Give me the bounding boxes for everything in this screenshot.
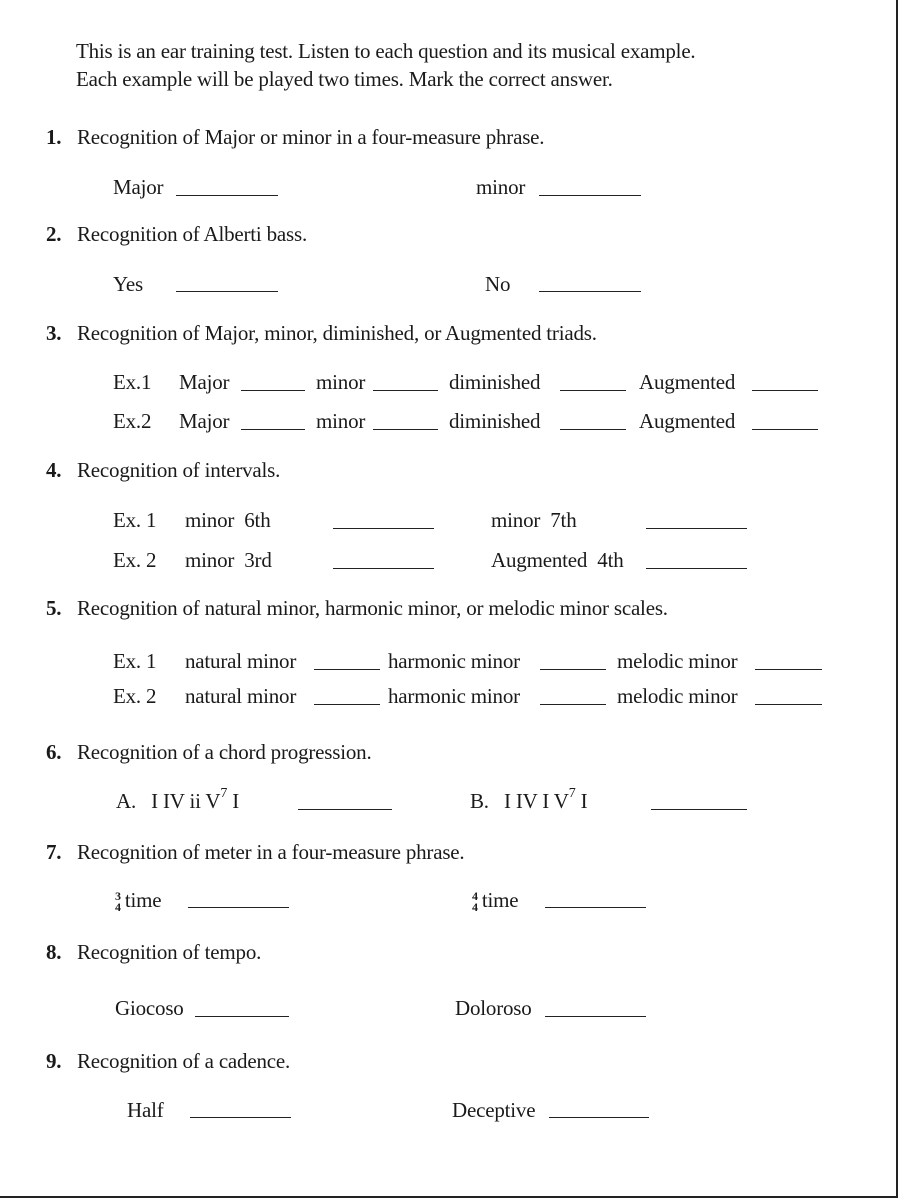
q1-option-minor: minor xyxy=(476,175,526,199)
three-four-time-signature: 3 4 xyxy=(115,889,121,915)
q3-ex2-augmented-blank[interactable] xyxy=(752,429,818,430)
q4-ex1-label: Ex. 1 xyxy=(113,508,157,532)
q6-option-b-letter: B. xyxy=(470,789,489,813)
q3-ex1-label: Ex.1 xyxy=(113,370,152,394)
q5-ex1-label: Ex. 1 xyxy=(113,649,157,673)
q3-ex1-diminished: diminished xyxy=(449,370,541,394)
q4-ex2-option-b: Augmented 4th xyxy=(491,548,624,572)
q6-text: Recognition of a chord progression. xyxy=(77,740,372,764)
q4-ex2-label: Ex. 2 xyxy=(113,548,157,572)
q4-ex2-option-a-blank[interactable] xyxy=(333,568,434,569)
q3-ex1-major: Major xyxy=(179,370,230,394)
intro-line-2: Each example will be played two times. Mark the correct answer. xyxy=(76,67,613,91)
q6-option-a-tonic: I xyxy=(227,789,240,813)
intro-line-1: This is an ear training test. Listen to each question and its musical example. xyxy=(76,39,696,63)
q5-ex1-natural-blank[interactable] xyxy=(314,669,380,670)
q6-option-a-seventh: 7 xyxy=(220,786,228,801)
q7-option-a-label: time xyxy=(124,888,162,912)
q3-number: 3. xyxy=(46,321,62,345)
q6-option-a-chords: I IV ii V xyxy=(151,789,221,813)
q9-half-blank[interactable] xyxy=(190,1117,291,1118)
q2-option-yes: Yes xyxy=(113,272,143,296)
q6-number: 6. xyxy=(46,740,62,764)
q1-option-major: Major xyxy=(113,175,164,199)
q8-text: Recognition of tempo. xyxy=(77,940,262,964)
q3-ex2-label: Ex.2 xyxy=(113,409,152,433)
q3-ex2-minor: minor xyxy=(316,409,366,433)
q2-no-blank[interactable] xyxy=(539,291,641,292)
q6-option-b xyxy=(470,786,588,813)
q5-ex2-label: Ex. 2 xyxy=(113,684,157,708)
q5-ex1-natural: natural minor xyxy=(185,649,297,673)
q3-ex2-major-blank[interactable] xyxy=(241,429,305,430)
q3-ex2-major: Major xyxy=(179,409,230,433)
q5-ex2-natural-blank[interactable] xyxy=(314,704,380,705)
q4-ex1-option-b-blank[interactable] xyxy=(646,528,747,529)
q2-option-no: No xyxy=(485,272,511,296)
q7-text: Recognition of meter in a four-measure phrase. xyxy=(77,840,465,864)
q3-text: Recognition of Major, minor, diminished, or Augmented triads. xyxy=(77,321,597,345)
q6-option-b-seventh: 7 xyxy=(568,786,576,801)
q6-option-b-tonic: I xyxy=(575,789,588,813)
q1-minor-blank[interactable] xyxy=(539,195,641,196)
q7-three-four-blank[interactable] xyxy=(188,907,289,908)
q5-ex2-harmonic-blank[interactable] xyxy=(540,704,606,705)
q5-text: Recognition of natural minor, harmonic minor, or melodic minor scales. xyxy=(77,596,668,620)
q3-ex1-augmented-blank[interactable] xyxy=(752,390,818,391)
q9-deceptive-blank[interactable] xyxy=(549,1117,649,1118)
q3-ex2-diminished-blank[interactable] xyxy=(560,429,626,430)
q7-number: 7. xyxy=(46,840,62,864)
q5-ex2-natural: natural minor xyxy=(185,684,297,708)
q4-ex1-option-a-blank[interactable] xyxy=(333,528,434,529)
q5-ex2-harmonic: harmonic minor xyxy=(388,684,520,708)
q4-ex2-option-b-blank[interactable] xyxy=(646,568,747,569)
q3-ex1-diminished-blank[interactable] xyxy=(560,390,626,391)
q5-number: 5. xyxy=(46,596,62,620)
q8-doloroso-blank[interactable] xyxy=(545,1016,646,1017)
q6-option-b-blank[interactable] xyxy=(651,809,747,810)
q4-number: 4. xyxy=(46,458,62,482)
q1-major-blank[interactable] xyxy=(176,195,278,196)
q3-ex1-minor-blank[interactable] xyxy=(373,390,438,391)
q9-number: 9. xyxy=(46,1049,62,1073)
q7-option-four-four xyxy=(472,888,518,913)
q3-ex1-minor: minor xyxy=(316,370,366,394)
q8-option-doloroso: Doloroso xyxy=(455,996,532,1020)
q2-yes-blank[interactable] xyxy=(176,291,278,292)
q5-ex1-melodic: melodic minor xyxy=(617,649,738,673)
q4-text: Recognition of intervals. xyxy=(77,458,281,482)
q8-giocoso-blank[interactable] xyxy=(195,1016,289,1017)
q5-ex1-harmonic-blank[interactable] xyxy=(540,669,606,670)
q9-option-half: Half xyxy=(127,1098,164,1122)
q3-ex2-diminished: diminished xyxy=(449,409,541,433)
q1-text: Recognition of Major or minor in a four-measure phrase. xyxy=(77,125,545,149)
q5-ex2-melodic: melodic minor xyxy=(617,684,738,708)
q4-ex2-option-a: minor 3rd xyxy=(185,548,272,572)
q1-number: 1. xyxy=(46,125,62,149)
q9-text: Recognition of a cadence. xyxy=(77,1049,291,1073)
q9-option-deceptive: Deceptive xyxy=(452,1098,536,1122)
q6-option-a xyxy=(116,786,240,813)
q5-ex2-melodic-blank[interactable] xyxy=(755,704,822,705)
q3-ex1-major-blank[interactable] xyxy=(241,390,305,391)
q2-text: Recognition of Alberti bass. xyxy=(77,222,308,246)
q4-ex1-option-a: minor 6th xyxy=(185,508,271,532)
q6-option-a-blank[interactable] xyxy=(298,809,392,810)
q5-ex1-harmonic: harmonic minor xyxy=(388,649,520,673)
q4-ex1-option-b: minor 7th xyxy=(491,508,577,532)
q6-option-a-letter: A. xyxy=(116,789,137,813)
four-four-time-signature: 4 4 xyxy=(472,889,478,915)
q3-ex2-minor-blank[interactable] xyxy=(373,429,438,430)
q7-option-three-four xyxy=(115,888,161,913)
q2-number: 2. xyxy=(46,222,62,246)
q3-ex1-augmented: Augmented xyxy=(639,370,736,394)
q8-option-giocoso: Giocoso xyxy=(115,996,184,1020)
q3-ex2-augmented: Augmented xyxy=(639,409,736,433)
q7-option-b-label: time xyxy=(481,888,519,912)
q6-option-b-chords: I IV I V xyxy=(504,789,569,813)
q8-number: 8. xyxy=(46,940,62,964)
q7-four-four-blank[interactable] xyxy=(545,907,646,908)
q5-ex1-melodic-blank[interactable] xyxy=(755,669,822,670)
